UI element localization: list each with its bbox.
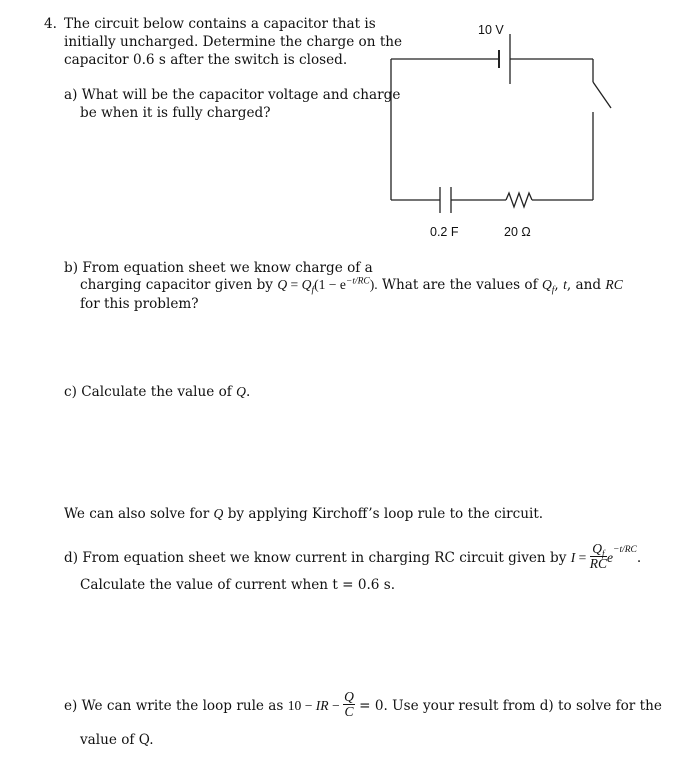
part-b-line-2: charging capacitor given by $Q = Q_f(1 - e^{-t/RC})$. What are the values of $Q_f$, t, and RC (80, 276, 623, 296)
intro-line-1: The circuit below contains a capacitor that is (64, 16, 376, 32)
part-a-line-1: a) What will be the capacitor voltage and charge (64, 87, 401, 103)
kirchhoff-line: We can also solve for Q by applying Kirchoff’s loop rule to the circuit. (64, 506, 544, 522)
resistor-zigzag (506, 193, 532, 207)
current-fraction: $\frac{Q_f}{RC}$ (589, 541, 607, 571)
part-d-line-1: d) From equation sheet we know current in charging RC circuit given by I = $\frac{Q_f}{RC}$ $e^{-t/RC}$. (64, 541, 642, 571)
part-c-line: c) Calculate the value of Q. (64, 384, 251, 400)
battery-label: 10 V (478, 23, 504, 37)
intro-line-2: initially uncharged. Determine the charge on the (64, 34, 403, 50)
problem-number: 4. (44, 16, 57, 32)
formula-Q: Q (277, 277, 288, 292)
intro-line-3: capacitor 0.6 s after the switch is closed. (64, 52, 348, 68)
part-e-line-2: value of Q. (80, 732, 154, 748)
part-e-line-1: e) We can write the loop rule as 10 − IR − $\frac{Q}{C}$ = 0. Use your result from d) to solve for the (64, 689, 662, 719)
part-b-line-3: for this problem? (80, 296, 199, 312)
switch-blade (593, 82, 611, 108)
part-b-line-1: b) From equation sheet we know charge of a (64, 260, 373, 276)
resistor-label: 20 Ω (504, 225, 531, 239)
loop-rule-fraction: $\frac{Q}{C}$ (344, 689, 354, 719)
part-a-line-2: be when it is fully charged? (80, 105, 271, 121)
part-d-line-2: Calculate the value of current when t = 0.6 s. (80, 577, 396, 593)
capacitor-label: 0.2 F (430, 225, 459, 239)
